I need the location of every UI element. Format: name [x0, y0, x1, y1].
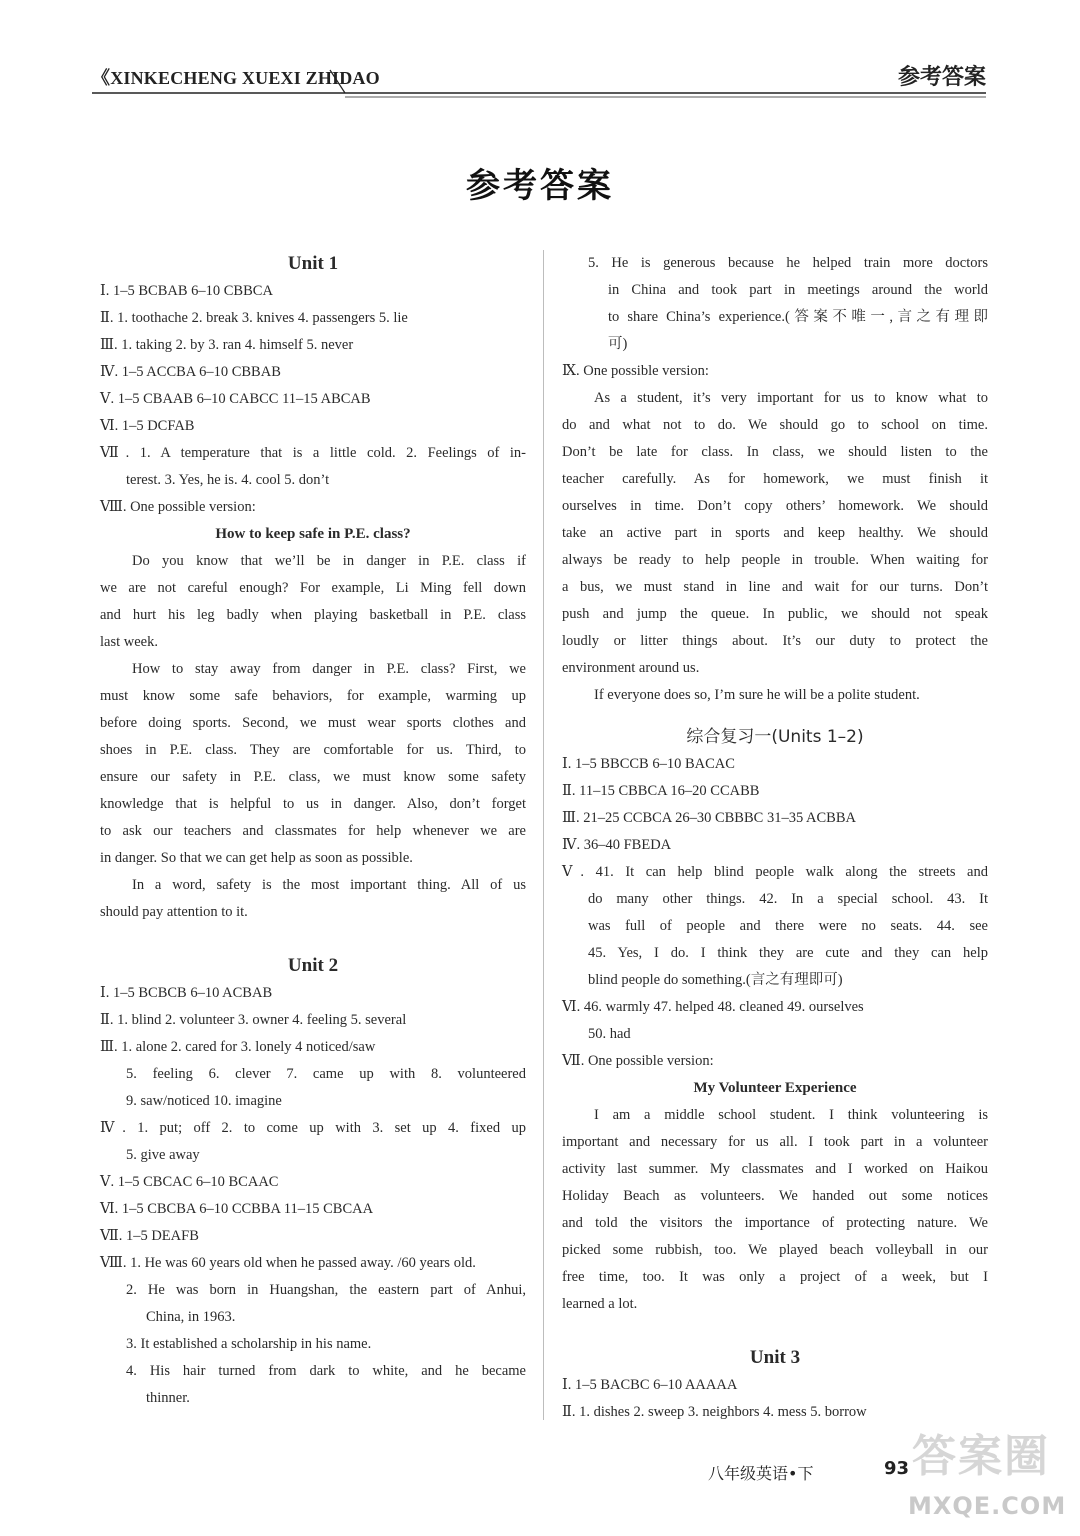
essay-line: to ask our teachers and classmates for help whenever we are — [100, 823, 526, 839]
answer-line: Ⅲ. 1. taking 2. by 3. ran 4. himself 5. never — [100, 337, 354, 353]
answer-line: thinner. — [146, 1390, 190, 1406]
essay-line: In a word, safety is the most important thing. All of us — [132, 877, 526, 893]
answer-line: 45. Yes, I do. I think they are cute and they can help — [588, 945, 988, 961]
answer-line: Ⅲ. 21–25 CCBCA 26–30 CBBBC 31–35 ACBBA — [562, 810, 856, 826]
answer-line: terest. 3. Yes, he is. 4. cool 5. don’t — [126, 472, 330, 488]
answer-line: Ⅴ. 41. It can help blind people walk along the streets and — [562, 864, 988, 880]
essay-line: and told the visitors the importance of protecting nature. We — [562, 1215, 988, 1231]
essay-line: a bus, we must stand in line and wait for our turns. Don’t — [562, 579, 988, 595]
answer-line: Ⅷ. One possible version: — [100, 499, 256, 515]
essay-line: always be ready to help people in trouble. When waiting for — [562, 552, 988, 568]
essay-line: must know some safe behaviors, for example, warming up — [100, 688, 526, 704]
essay-line: important and necessary for us all. I took part in a volunteer — [562, 1134, 988, 1150]
essay-line: Don’t be late for class. In class, we should listen to the — [562, 444, 988, 460]
answer-line: in China and took part in meetings around the world — [608, 282, 988, 298]
answer-line: Ⅸ. One possible version: — [562, 363, 709, 379]
essay-line: If everyone does so, I’m sure he will be a polite student. — [594, 687, 920, 703]
essay-line: we are not careful enough? For example, Li Ming fell down — [100, 580, 526, 596]
essay-line: shoes in P.E. class. They are comfortable for us. Third, to — [100, 742, 526, 758]
answer-line: do many other things. 42. In a special school. 43. It — [588, 891, 988, 907]
answer-line: Ⅶ. One possible version: — [562, 1053, 714, 1069]
answer-line: Ⅷ. 1. He was 60 years old when he passed away. /60 years old. — [100, 1255, 476, 1271]
essay-line: last week. — [100, 634, 158, 650]
essay-line: Do you know that we’ll be in danger in P.E. class if — [132, 553, 526, 569]
answer-line: was full of people and there were no seats. 44. see — [588, 918, 988, 934]
answer-line: Ⅰ. 1–5 BACBC 6–10 AAAAA — [562, 1377, 738, 1393]
answer-line: Ⅰ. 1–5 BBCCB 6–10 BACAC — [562, 756, 735, 772]
answer-line: to share China’s experience.(答案不唯一,言之有理即 — [608, 309, 988, 325]
essay-line: picked some rubbish, too. We played beach volleyball in our — [562, 1242, 988, 1258]
answer-line: Ⅰ. 1–5 BCBAB 6–10 CBBCA — [100, 283, 273, 299]
answer-line: Ⅱ. 1. blind 2. volunteer 3. owner 4. feeling 5. several — [100, 1012, 407, 1028]
answer-line: Ⅵ. 1–5 CBCBA 6–10 CCBBA 11–15 CBCAA — [100, 1201, 374, 1217]
essay-line: free time, too. It was only a project of a week, but I — [562, 1269, 988, 1285]
answer-line: 3. It established a scholarship in his name. — [126, 1336, 372, 1352]
essay-line: should pay attention to it. — [100, 904, 248, 920]
header-series-title: 《XINKECHENG XUEXI ZHIDAO — [92, 68, 380, 88]
essay-line: learned a lot. — [562, 1296, 638, 1312]
answer-line: Ⅵ. 46. warmly 47. helped 48. cleaned 49. ourselves — [562, 999, 864, 1015]
watermark-logo: 答案圈 — [912, 1431, 1050, 1482]
essay-title: How to keep safe in P.E. class? — [215, 526, 411, 542]
right-column — [562, 250, 988, 1426]
essay-line: do and what not to do. We should go to school on time. — [562, 417, 988, 433]
answer-line: 5. feeling 6. clever 7. came up with 8. volunteered — [126, 1066, 526, 1082]
answer-line: Ⅴ. 1–5 CBCAC 6–10 BCAAC — [100, 1174, 279, 1190]
answer-line: 5. He is generous because he helped train more doctors — [588, 255, 988, 271]
essay-line: Holiday Beach as volunteers. We handed out some notices — [562, 1188, 988, 1204]
answer-line: Ⅶ. 1–5 DEAFB — [100, 1228, 199, 1244]
answer-line: Ⅴ. 1–5 CBAAB 6–10 CABCC 11–15 ABCAB — [100, 391, 371, 407]
answer-line: 可) — [608, 336, 628, 352]
essay-line: As a student, it’s very important for us to know what to — [594, 390, 988, 406]
answer-line: Ⅱ. 1. dishes 2. sweep 3. neighbors 4. mess 5. borrow — [562, 1404, 867, 1420]
answer-line: 50. had — [588, 1026, 631, 1042]
essay-line: environment around us. — [562, 660, 700, 676]
page-title: 参考答案 — [466, 166, 614, 206]
answer-line: 5. give away — [126, 1147, 200, 1163]
answer-line: Ⅱ. 1. toothache 2. break 3. knives 4. passengers 5. lie — [100, 310, 408, 326]
essay-line: take an active part in sports and keep healthy. We should — [562, 525, 988, 541]
essay-line: in danger. So that we can get help as soon as possible. — [100, 850, 413, 866]
answer-line: Ⅳ. 1–5 ACCBA 6–10 CBBAB — [100, 364, 281, 380]
footer-grade-label: 八年级英语•下 — [708, 1464, 814, 1483]
page-number: 93 — [884, 1458, 910, 1479]
essay-line: ourselves in time. Don’t copy others’ homework. We should — [562, 498, 988, 514]
essay-line: before doing sports. Second, we must wear sports clothes and — [100, 715, 526, 731]
answer-line: Ⅳ. 1. put; off 2. to come up with 3. set up 4. fixed up — [100, 1120, 526, 1136]
answer-line: China, in 1963. — [146, 1309, 236, 1325]
column-divider — [543, 250, 544, 1420]
header-section-title: 参考答案 — [897, 65, 986, 90]
header-rule — [0, 0, 1080, 110]
essay-line: activity last summer. My classmates and I worked on Haikou — [562, 1161, 988, 1177]
left-column — [100, 250, 526, 1412]
answer-line: blind people do something.(言之有理即可) — [588, 972, 843, 988]
answer-line: Ⅰ. 1–5 BCBCB 6–10 ACBAB — [100, 985, 273, 1001]
answer-line: Ⅵ. 1–5 DCFAB — [100, 418, 195, 434]
essay-line: I am a middle school student. I think volunteering is — [594, 1107, 988, 1123]
essay-line: How to stay away from danger in P.E. class? First, we — [132, 661, 526, 677]
answer-line: 9. saw/noticed 10. imagine — [126, 1093, 282, 1109]
unit3-title: Unit 3 — [749, 1347, 801, 1368]
essay-line: loudly or litter things about. It’s our duty to protect the — [562, 633, 988, 649]
answer-line: Ⅳ. 36–40 FBEDA — [562, 837, 672, 853]
answer-line: 4. His hair turned from dark to white, and he became — [126, 1363, 526, 1379]
essay-line: and hurt his leg badly when playing basketball in P.E. class — [100, 607, 526, 623]
watermark-site: MXQE.COM — [908, 1492, 1067, 1520]
review-title: 综合复习一(Units 1–2) — [686, 727, 864, 747]
unit2-title: Unit 2 — [287, 955, 339, 976]
answer-line: 2. He was born in Huangshan, the eastern part of Anhui, — [126, 1282, 526, 1298]
answer-line: Ⅱ. 11–15 CBBCA 16–20 CCABB — [562, 783, 760, 799]
essay-line: push and jump the queue. In public, we should not speak — [562, 606, 988, 622]
answer-line: Ⅶ. 1. A temperature that is a little cold. 2. Feelings of in- — [100, 445, 526, 461]
unit1-title: Unit 1 — [287, 253, 339, 274]
essay-line: knowledge that is helpful to us in danger. Also, don’t forget — [100, 796, 526, 812]
essay-title: My Volunteer Experience — [693, 1080, 857, 1096]
essay-line: teacher carefully. As for homework, we must finish it — [562, 471, 988, 487]
essay-line: ensure our safety in P.E. class, we must know some safety — [100, 769, 526, 785]
answer-line: Ⅲ. 1. alone 2. cared for 3. lonely 4 noticed/saw — [100, 1039, 376, 1055]
